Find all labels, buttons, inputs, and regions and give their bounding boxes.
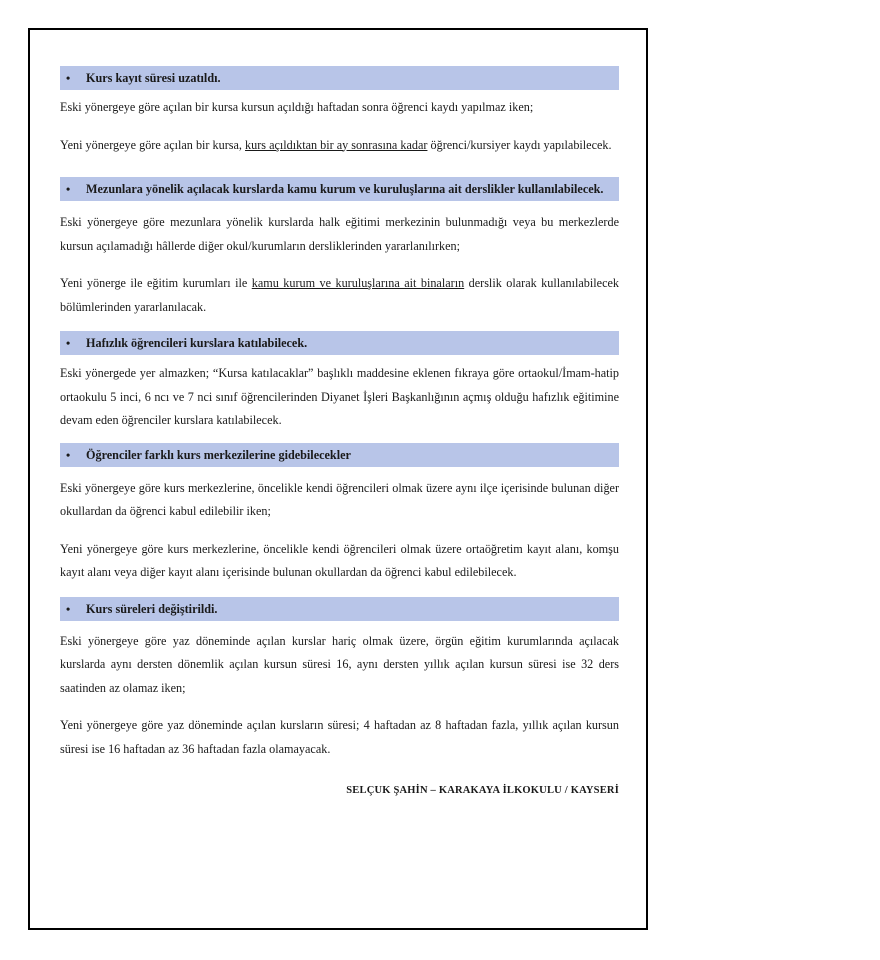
bullet-icon: • (66, 336, 71, 350)
section-heading-text: Kurs süreleri değiştirildi. (86, 601, 218, 616)
section-heading-2 (60, 177, 619, 201)
paragraph-text: öğrenci/kursiyer kaydı yapılabilecek. (427, 137, 612, 152)
paragraph: Eski yönergeye göre yaz döneminde açılan kurslar hariç olmak üzere, örgün eğitim kurumlarında açılacak kurslarda aynı dersten dönemlik açılan kursun süresi 16, aynı dersten yıllık açılan kursun süresi ise 32 ders saatinden az olamaz iken; (60, 633, 619, 695)
paragraph: Eski yönergeye göre mezunlara yönelik kurslarda halk eğitimi merkezinin bulunmadığı veya bu merkezlerde kursun açılamadığı hâllerde diğer okul/kurumların dersliklerinden yararlanılırken; (60, 215, 619, 253)
bullet-icon: • (66, 601, 71, 616)
bullet-icon: • (66, 447, 71, 462)
section-heading-4 (60, 443, 619, 467)
paragraph (60, 272, 619, 319)
section-heading-5 (60, 597, 619, 621)
document-page (28, 28, 648, 930)
section-heading-text: Mezunlara yönelik açılacak kurslarda kamu kurum ve kuruluşlarına ait derslikler kullanılabilecek. (86, 182, 604, 196)
paragraph: Eski yönergeye göre açılan bir kursa kursun açıldığı haftadan sonra öğrenci kaydı yapılmaz iken; (60, 100, 534, 114)
section-heading-text: Hafızlık öğrencileri kurslara katılabilecek. (86, 336, 308, 350)
paragraph-text: Yeni yönergeye göre açılan bir kursa, (60, 137, 246, 152)
section-heading-text: Öğrenciler farklı kurs merkezilerine gidebilecekler (86, 447, 351, 462)
underlined-text: kurs açıldıktan bir ay sonrasına kadar (245, 137, 428, 152)
paragraph-text: Yeni yönerge ile eğitim kurumları ile (60, 276, 252, 290)
paragraph: Yeni yönergeye göre yaz döneminde açılan kursların süresi; 4 haftadan az 8 haftadan fazla, yıllık açılan kursun süresi ise 16 haftadan az 36 haftadan fazla olamayacak. (60, 718, 619, 756)
underlined-text: kamu kurum ve kuruluşlarına ait binaların (251, 276, 465, 290)
paragraph-text: derslik olarak kullanılabilecek bölümlerinden yararlanılacak. (60, 276, 619, 314)
paragraph: Yeni yönergeye göre kurs merkezlerine, öncelikle kendi öğrencileri olmak üzere ortaöğretim kayıt alanı, komşu kayıt alanı veya diğer kayıt alanı içerisinde bulunan okullardan da öğrenci kabul edilebilecek. (60, 541, 619, 579)
document-content (60, 66, 619, 796)
author-footer: SELÇUK ŞAHİN – KARAKAYA İLKOKULU / KAYSERİ (346, 785, 619, 796)
bullet-icon: • (66, 182, 71, 196)
paragraph (60, 134, 619, 158)
section-heading-text: Kurs kayıt süresi uzatıldı. (86, 71, 221, 85)
paragraph: Eski yönergeye göre kurs merkezlerine, öncelikle kendi öğrencileri olmak üzere aynı ilçe içerisinde bulunan diğer okullardan da öğrenci kabul edilebilir iken; (60, 480, 619, 518)
paragraph: Eski yönergede yer almazken; “Kursa katılacaklar” başlıklı maddesine eklenen fıkraya göre ortaokul/İmam-hatip ortaokulu 5 inci, 6 ncı ve 7 nci sınıf öğrencilerinden Diyanet İşleri Başkanlığının açmış olduğu hafızlık eğitimine devam eden öğrenciler kurslara katılabilecek. (60, 366, 619, 427)
section-heading-3 (60, 331, 619, 355)
section-heading-1 (60, 66, 619, 90)
bullet-icon: • (66, 71, 71, 85)
